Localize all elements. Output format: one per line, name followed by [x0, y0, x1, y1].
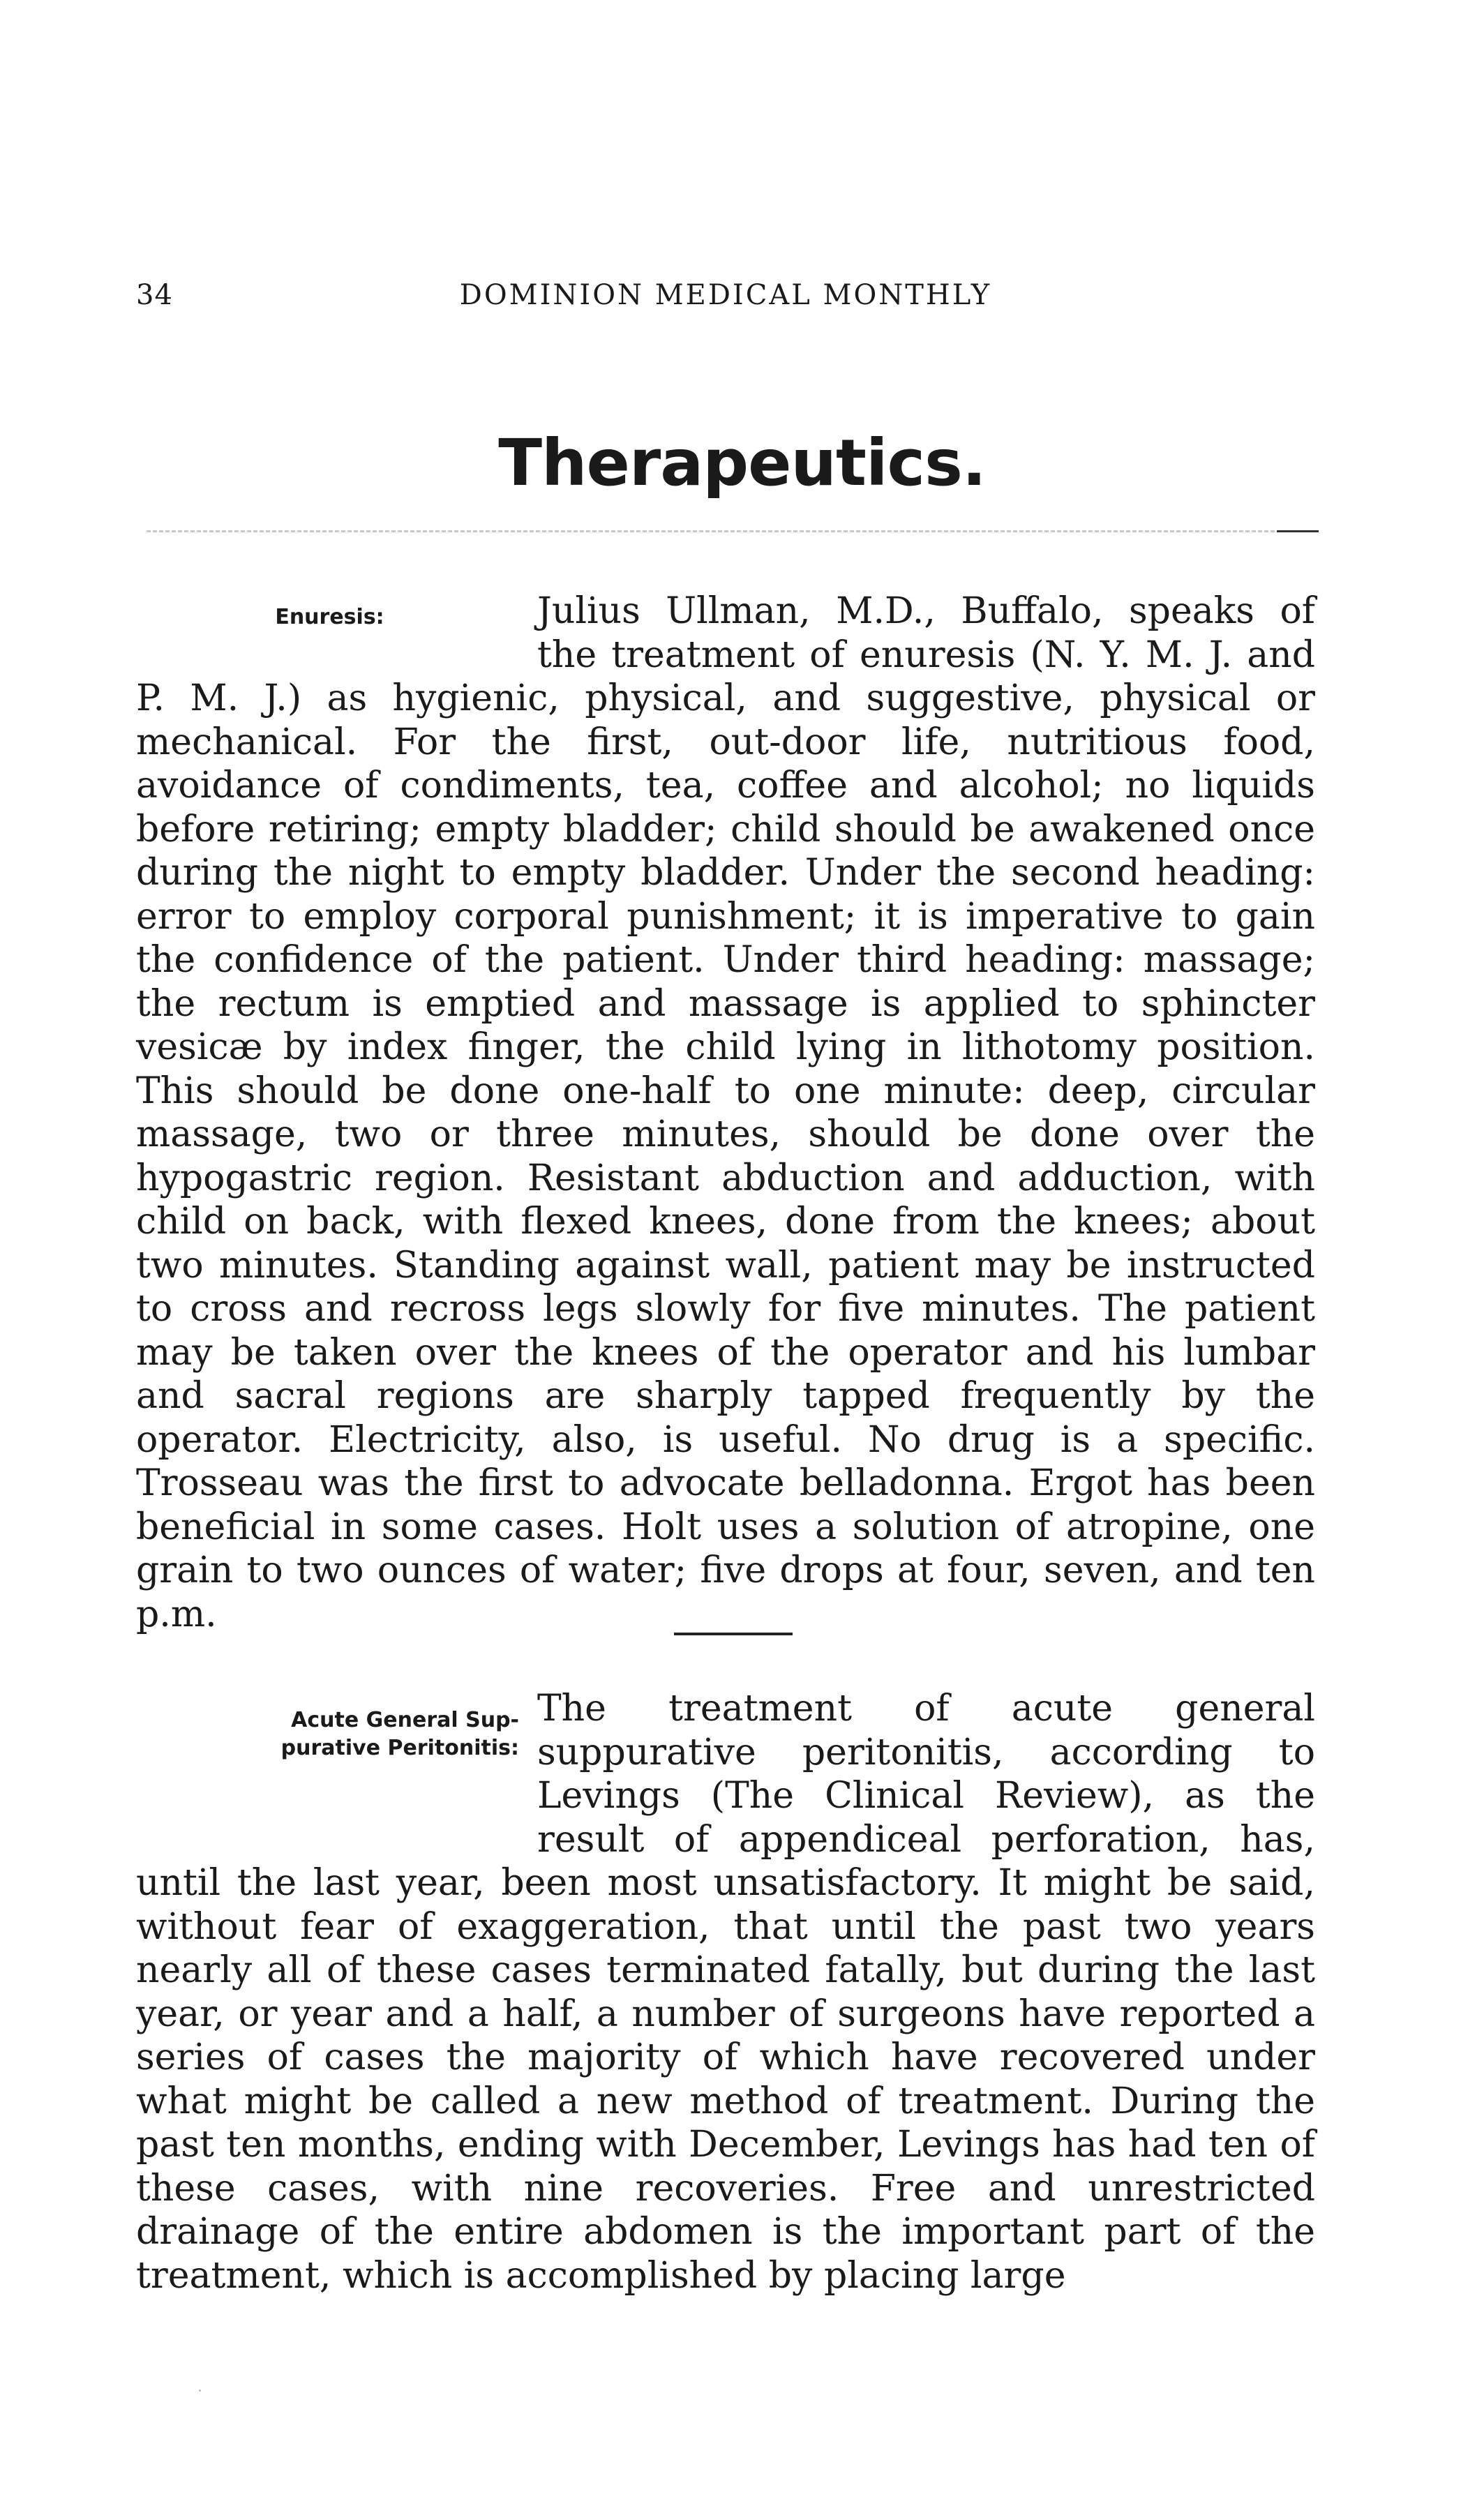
sidenote-enuresis: Enuresis:	[275, 605, 384, 629]
article-body: The treatment of acute general suppurative peritonitis, according to Levings (The Clinical Review), as the result of appendiceal perforation, has, until the last year, been most unsatisfactory. It might be said, without fear of exaggeration, that until the past two years nearly all of these cases terminated fatally, but during the last year, or year and a half, a number of surgeons have reported a series of cases the majority of which have recovered under what might be called a new method of treatment. During the past ten months, ending with December, Levings has had ten of these cases, with nine recoveries. Free and unrestricted drainage of the entire abdomen is the important part of the treatment, which is accomplished by placing large	[136, 1688, 1315, 2297]
section-title: Therapeutics.	[498, 426, 986, 500]
section-rule	[147, 530, 1319, 532]
article-enuresis	[136, 590, 1315, 1636]
paper-speck	[199, 2390, 201, 2392]
sidenote-peritonitis	[136, 1687, 523, 1820]
sidenote-line: purative Peritonitis:	[280, 1736, 519, 1760]
sidenote-line: Acute General Sup-	[291, 1708, 519, 1732]
journal-title: DOMINION MEDICAL MONTHLY	[459, 279, 992, 311]
article-body: Julius Ullman, M.D., Buffalo, speaks of the treatment of enuresis (N. Y. M. J. and P. M. J.) as hygienic, physical, and suggestive, physical or mechanical. For the first, out-door life, nutritious food, avoidance of condiments, tea, coffee and alcohol; no liquids before retiring; empty bladder; child should be awakened once during the night to empty bladder. Under the second heading: error to employ corporal punishment; it is imperative to gain the confidence of the patient. Under third heading: massage; the rectum is emptied and massage is applied to sphincter vesicæ by index finger, the child lying in lithotomy position. This should be done one-half to one minute: deep, circular massage, two or three minutes, should be done over the hypogastric region. Resistant abduction and adduction, with child on back, with flexed knees, done from the knees; about two minutes. Standing against wall, patient may be instructed to cross and recross legs slowly for five minutes. The patient may be taken over the knees of the operator and his lumbar and sacral regions are sharply tapped frequently by the operator. Electricity, also, is useful. No drug is a specific. Trosseau was the first to advocate belladonna. Ergot has been beneficial in some cases. Holt uses a solution of atropine, one grain to two ounces of water; five drops at four, seven, and ten p.m.	[136, 590, 1315, 1635]
article-divider	[674, 1633, 793, 1635]
article-peritonitis	[136, 1687, 1315, 2297]
page-number: 34	[136, 279, 173, 311]
section-rule-end	[1277, 530, 1319, 532]
running-head	[136, 279, 1315, 321]
